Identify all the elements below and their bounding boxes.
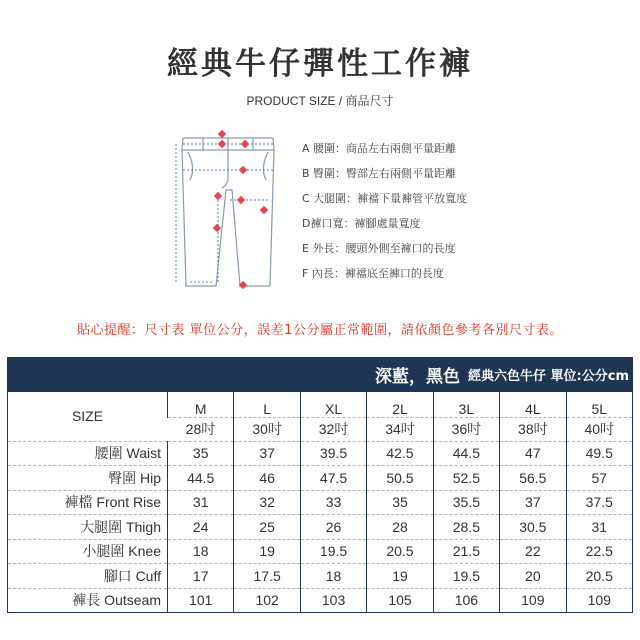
value-cell: 22: [500, 539, 566, 564]
size-cell: L: [234, 392, 300, 417]
value-cell: 30.5: [500, 515, 566, 540]
inch-cell: 30吋: [234, 417, 300, 441]
value-cell: 35: [367, 490, 433, 515]
value-cell: 42.5: [367, 441, 433, 466]
inch-cell: 38吋: [500, 417, 566, 441]
measurement-lines: [176, 144, 273, 284]
value-cell: 18: [300, 564, 366, 589]
legend-item-b: B 臀圍：臀部左右兩側平量距離: [302, 167, 457, 180]
row-label: 大腿圍 Thigh: [8, 515, 168, 540]
value-cell: 17: [168, 564, 234, 589]
color-label: 深藍，黑色: [375, 367, 461, 387]
value-cell: 18: [168, 539, 234, 564]
value-cell: 21.5: [433, 539, 499, 564]
legend-item-c: C 大腿圍：褲襠下量褲管平放寬度: [302, 192, 468, 205]
marker-a-icon: [218, 130, 226, 138]
value-cell: 24: [168, 515, 234, 540]
marker-waist-icon: [218, 140, 226, 148]
measurement-legend: [302, 141, 467, 291]
inch-cell: 34吋: [367, 417, 433, 441]
unit-label: 經典六色牛仔 單位:公分cm: [468, 369, 629, 384]
size-chart-header: [7, 357, 633, 392]
marker-knee-icon: [213, 224, 221, 232]
value-cell: 101: [168, 588, 234, 613]
size-cell: XL: [300, 392, 366, 417]
value-cell: 33: [300, 490, 366, 515]
pants-outline: [182, 138, 274, 286]
value-cell: 20.5: [566, 564, 632, 589]
value-cell: 103: [300, 588, 366, 613]
table-row: [8, 588, 633, 613]
value-cell: 50.5: [367, 466, 433, 491]
table-row: [8, 515, 633, 540]
table-row: [8, 564, 633, 589]
pants-diagram: [168, 128, 288, 298]
product-size-subtitle: PRODUCT SIZE / 商品尺寸: [246, 94, 394, 108]
value-cell: 28.5: [433, 515, 499, 540]
row-label: 臀圍 Hip: [8, 466, 168, 491]
size-table: [7, 392, 633, 613]
value-cell: 44.5: [433, 441, 499, 466]
value-cell: 109: [566, 588, 632, 613]
row-label: 腳口 Cuff: [8, 564, 168, 589]
value-cell: 19: [234, 539, 300, 564]
value-cell: 31: [566, 515, 632, 540]
size-cell: M: [168, 392, 234, 417]
value-cell: 56.5: [500, 466, 566, 491]
inch-cell: 28吋: [168, 417, 234, 441]
value-cell: 37.5: [566, 490, 632, 515]
marker-rise-icon: [214, 192, 222, 200]
value-cell: 47: [500, 441, 566, 466]
legend-item-d: D褲口寬：褲腳處量寬度: [302, 217, 421, 230]
size-cell: 5L: [566, 392, 632, 417]
size-label: SIZE: [71, 408, 104, 425]
row-label: 褲檔 Front Rise: [8, 490, 168, 515]
value-cell: 57: [566, 466, 632, 491]
value-cell: 32: [234, 490, 300, 515]
row-label: 褲長 Outseam: [8, 588, 168, 613]
size-cell: 2L: [367, 392, 433, 417]
marker-thigh-2-icon: [260, 206, 268, 214]
legend-item-f: F 內長：褲襠底至褲口的長度: [302, 267, 444, 280]
value-cell: 26: [300, 515, 366, 540]
value-cell: 19.5: [300, 539, 366, 564]
value-cell: 17.5: [234, 564, 300, 589]
value-cell: 52.5: [433, 466, 499, 491]
table-row: [8, 539, 633, 564]
legend-item-e: E 外長：腰頭外側至褲口的長度: [302, 242, 456, 255]
table-row: [8, 490, 633, 515]
value-cell: 106: [433, 588, 499, 613]
table-row: [8, 466, 633, 491]
value-cell: 109: [500, 588, 566, 613]
measurement-markers: [213, 130, 268, 289]
value-cell: 102: [234, 588, 300, 613]
inch-cell: 32吋: [300, 417, 366, 441]
value-cell: 49.5: [566, 441, 632, 466]
size-chart: [7, 357, 633, 613]
value-cell: 31: [168, 490, 234, 515]
size-notice: 貼心提醒：尺寸表 單位公分，誤差1公分屬正常範圍，請依顏色參考各別尺寸表。: [77, 323, 563, 338]
marker-hip-icon: [239, 166, 247, 174]
value-cell: 28: [367, 515, 433, 540]
inch-cell: 36吋: [433, 417, 499, 441]
value-cell: 37: [500, 490, 566, 515]
value-cell: 37: [234, 441, 300, 466]
value-cell: 22.5: [566, 539, 632, 564]
value-cell: 35.5: [433, 490, 499, 515]
size-header-row: [8, 392, 633, 417]
inch-cell: 40吋: [566, 417, 632, 441]
value-cell: 105: [367, 588, 433, 613]
value-cell: 44.5: [168, 466, 234, 491]
value-cell: 25: [234, 515, 300, 540]
row-label: 小腿圍 Knee: [8, 539, 168, 564]
value-cell: 19: [367, 564, 433, 589]
value-cell: 19.5: [433, 564, 499, 589]
size-cell: 4L: [500, 392, 566, 417]
value-cell: 39.5: [300, 441, 366, 466]
legend-item-a: A 腰圍：商品左右兩側平量距離: [302, 142, 457, 155]
row-label: 腰圍 Waist: [8, 441, 168, 466]
value-cell: 20: [500, 564, 566, 589]
value-cell: 46: [234, 466, 300, 491]
marker-waist-2-icon: [241, 140, 249, 148]
page-title: 經典牛仔彈性工作褲: [167, 46, 473, 82]
value-cell: 47.5: [300, 466, 366, 491]
marker-thigh-icon: [237, 196, 245, 204]
size-cell: 3L: [433, 392, 499, 417]
table-row: [8, 441, 633, 466]
value-cell: 20.5: [367, 539, 433, 564]
value-cell: 35: [168, 441, 234, 466]
